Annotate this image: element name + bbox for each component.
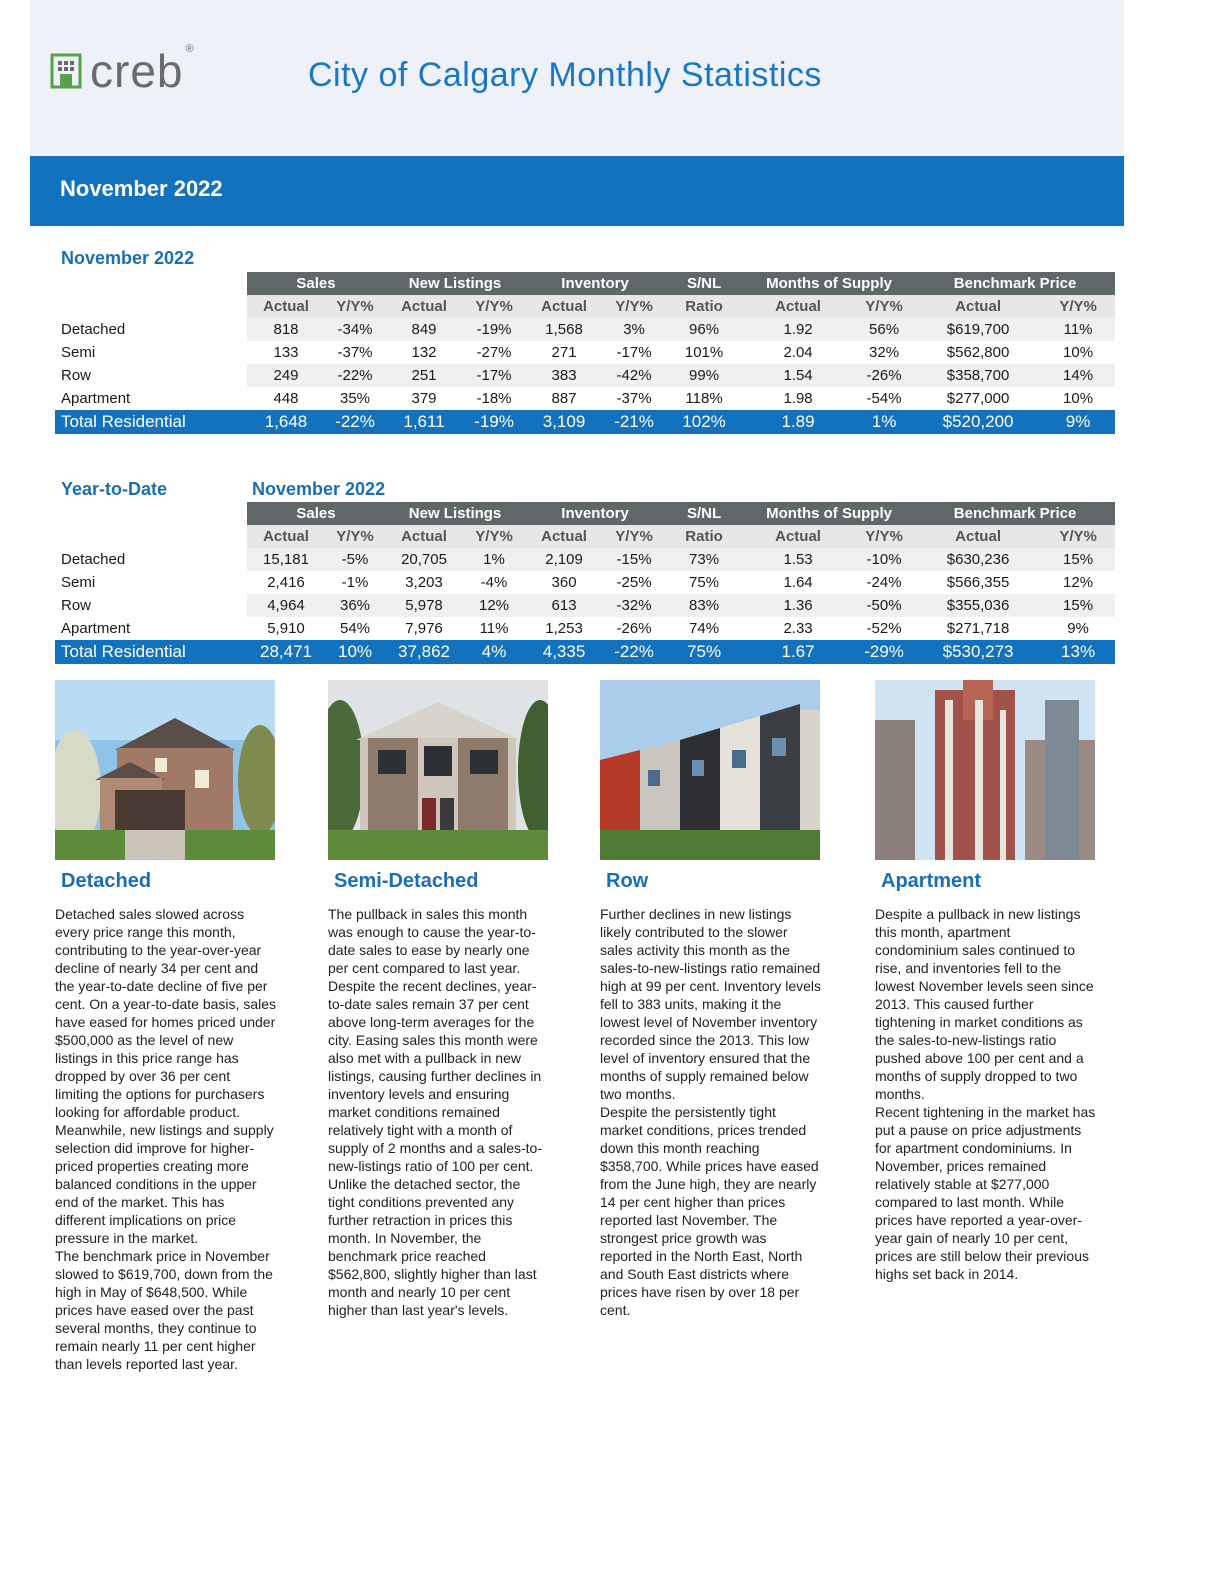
month-band-label: November 2022: [60, 176, 223, 201]
table-cell: -26%: [616, 620, 652, 637]
table-cell: -18%: [476, 390, 512, 407]
table-cell: $566,355: [946, 574, 1010, 591]
detached-card: [55, 680, 277, 1373]
table-cell: $358,700: [915, 364, 1041, 387]
column-subheader: Y/Y%: [603, 525, 665, 548]
row-label: Row: [55, 364, 247, 387]
column-subheader: Y/Y%: [1041, 295, 1115, 318]
column-group-header: Months of Supply: [743, 272, 915, 295]
row-label-spacer: [55, 502, 247, 525]
table-cell: 1.64: [783, 574, 813, 591]
row-label: Detached: [55, 318, 247, 341]
table-cell: -34%: [325, 318, 385, 341]
table-cell: 3%: [603, 318, 665, 341]
table-cell: $355,036: [915, 594, 1041, 617]
column-subheader: Actual: [247, 525, 325, 548]
table-cell: 613: [525, 594, 603, 617]
column-subheader: Actual: [915, 525, 1041, 548]
semi-detached-card: [328, 680, 550, 1319]
table-cell: 32%: [869, 344, 900, 361]
table-cell: 1.89: [743, 410, 853, 434]
creb-logo: [50, 43, 194, 97]
row-label: Total Residential: [55, 640, 247, 664]
table-cell: 9%: [1067, 620, 1089, 637]
table-cell: 818: [247, 318, 325, 341]
column-subheader: Y/Y%: [463, 295, 525, 318]
column-subheader: Actual: [385, 525, 463, 548]
table-cell: 4,335: [525, 640, 603, 664]
table-cell: 271: [551, 344, 577, 361]
detached-house-photo: [55, 680, 275, 860]
table-row: [55, 594, 1115, 617]
row-card-title: Row: [606, 870, 649, 892]
table-cell: 15%: [1041, 548, 1115, 571]
table-cell: 1.98: [783, 390, 813, 407]
table-cell: -52%: [866, 620, 902, 637]
table-cell: 2,109: [525, 548, 603, 571]
column-subheader: Actual: [385, 295, 463, 318]
semi-detached-house-photo: [328, 680, 548, 860]
column-subheader: Ratio: [665, 525, 743, 548]
ytd-stats-table: [55, 502, 1115, 664]
table-cell: 9%: [1041, 410, 1115, 434]
column-group-header: Sales: [247, 272, 385, 295]
table-cell: 75%: [665, 640, 743, 664]
column-group-header: S/NL: [665, 502, 743, 525]
apartment-card-title: Apartment: [881, 870, 982, 892]
table-cell: $277,000: [946, 390, 1010, 407]
logo-text: creb: [90, 45, 184, 97]
table-cell: 1,648: [247, 410, 325, 434]
table-cell: $271,718: [946, 620, 1010, 637]
table-cell: 54%: [339, 620, 371, 637]
apartment-card: [875, 680, 1097, 1283]
table-cell: 35%: [339, 390, 371, 407]
column-group-header: Months of Supply: [743, 502, 915, 525]
table-cell: 133: [273, 344, 299, 361]
row-card: [600, 680, 822, 1319]
table-cell: 83%: [665, 594, 743, 617]
column-subheader: Y/Y%: [1041, 525, 1115, 548]
table-cell: -17%: [616, 344, 652, 361]
table-cell: 14%: [1041, 364, 1115, 387]
table-cell: 1%: [853, 410, 915, 434]
table-cell: 36%: [325, 594, 385, 617]
table-cell: 1%: [463, 548, 525, 571]
column-group-header: Inventory: [525, 502, 665, 525]
row-label: Detached: [55, 548, 247, 571]
table-cell: -15%: [603, 548, 665, 571]
table-cell: -42%: [603, 364, 665, 387]
month-band: [30, 156, 1124, 226]
column-group-header: New Listings: [385, 502, 525, 525]
table-cell: 12%: [1063, 574, 1094, 591]
row-label: Apartment: [61, 620, 131, 637]
table-cell: -19%: [463, 410, 525, 434]
table-cell: 73%: [665, 548, 743, 571]
row-label: Apartment: [61, 390, 131, 407]
table-cell: 1.54: [743, 364, 853, 387]
table-cell: 7,976: [405, 620, 443, 637]
table-cell: 13%: [1041, 640, 1115, 664]
table-cell: 1.92: [743, 318, 853, 341]
table-cell: -21%: [603, 410, 665, 434]
table-cell: 2,416: [267, 574, 305, 591]
table-cell: 2.33: [783, 620, 813, 637]
table-cell: 3,109: [525, 410, 603, 434]
table-cell: -19%: [463, 318, 525, 341]
table-cell: -5%: [325, 548, 385, 571]
table-cell: 102%: [665, 410, 743, 434]
column-subheader: Ratio: [665, 295, 743, 318]
table-cell: 1,253: [545, 620, 583, 637]
table-cell: 10%: [1063, 390, 1094, 407]
table-cell: 5,910: [267, 620, 305, 637]
table-cell: -37%: [337, 344, 373, 361]
table-row: [55, 364, 1115, 387]
table-cell: $530,273: [915, 640, 1041, 664]
row-label-spacer: [55, 295, 247, 318]
table-cell: 887: [551, 390, 577, 407]
table-cell: -26%: [853, 364, 915, 387]
page-title: City of Calgary Monthly Statistics: [308, 56, 822, 94]
row-card-text: Further declines in new listings likely contributed to the slower sales activity this month as the sales-to-new-listings ratio remained high at 99 per cent. Inventory levels fell to 383 units, making it the lowest level of November inventory recorded since the 2013. This low level of inventory ensured that the months of supply remained below two months. Despite the persistently tight market conditions, prices trended down this month reaching $358,700. While prices have eased from the June high, they are nearly 14 per cent higher than prices reported last November. The strongest price growth was reported in the North East, North and South East districts where prices have risen by over 18 per cent.: [600, 906, 822, 1318]
table-cell: 11%: [479, 620, 509, 637]
monthly-stats-table: [55, 272, 1115, 434]
table-cell: -22%: [325, 364, 385, 387]
column-group-header: New Listings: [385, 272, 525, 295]
table-cell: 1.53: [743, 548, 853, 571]
table-cell: 10%: [325, 640, 385, 664]
table-cell: $562,800: [946, 344, 1010, 361]
detached-card-title: Detached: [61, 870, 152, 892]
column-subheader: Actual: [743, 525, 853, 548]
column-group-header: S/NL: [665, 272, 743, 295]
table-cell: 1.67: [743, 640, 853, 664]
row-label: Row: [55, 594, 247, 617]
column-group-header: Benchmark Price: [915, 272, 1115, 295]
column-subheader: Y/Y%: [463, 525, 525, 548]
column-subheader: Y/Y%: [853, 295, 915, 318]
row-label: Semi: [61, 344, 96, 361]
table-cell: -22%: [603, 640, 665, 664]
table-cell: 1.36: [743, 594, 853, 617]
table-cell: $619,700: [915, 318, 1041, 341]
column-subheader: Actual: [247, 295, 325, 318]
house-logo-icon: [50, 53, 82, 89]
column-subheader: Actual: [525, 525, 603, 548]
table-cell: 99%: [665, 364, 743, 387]
table-row: [55, 571, 1115, 594]
apartment-card-text: Despite a pullback in new listings this month, apartment condominium sales continued to rise, and inventories fell to the lowest November levels seen since 2013. This caused further tightening in market conditions as the sales-to-new-listings ratio pushed above 100 per cent and a months of supply dropped to two months. Recent tightening in the market has put a pause on price adjustments for apartment condominiums. In November, prices remained relatively stable at $277,000 compared to last month. While prices have reported a year-over-year gain of nearly 10 per cent, prices are still below their previous highs set back in 2014.: [875, 906, 1096, 1282]
table-cell: 4,964: [247, 594, 325, 617]
table-cell: 118%: [685, 390, 723, 407]
table-cell: 448: [273, 390, 299, 407]
column-subheader: Actual: [915, 295, 1041, 318]
table-cell: -22%: [325, 410, 385, 434]
table-cell: 849: [385, 318, 463, 341]
row-label: Semi: [61, 574, 96, 591]
table-cell: 251: [385, 364, 463, 387]
table-cell: -1%: [341, 574, 369, 591]
ytd-section-title: Year-to-Date: [61, 479, 168, 499]
table-cell: -37%: [616, 390, 652, 407]
table-cell: 1,568: [525, 318, 603, 341]
table-cell: 132: [411, 344, 437, 361]
row-townhouse-photo: [600, 680, 820, 860]
table-cell: 383: [525, 364, 603, 387]
table-cell: -10%: [853, 548, 915, 571]
table-cell: 101%: [684, 344, 724, 361]
table-row: [55, 341, 1115, 364]
column-subheader: Y/Y%: [325, 295, 385, 318]
column-subheader: Y/Y%: [853, 525, 915, 548]
table-cell: 15%: [1041, 594, 1115, 617]
table-cell: -4%: [480, 574, 508, 591]
table-cell: -27%: [476, 344, 512, 361]
table-cell: -50%: [853, 594, 915, 617]
table-cell: 96%: [665, 318, 743, 341]
registered-mark: ®: [185, 43, 194, 55]
table-cell: 15,181: [247, 548, 325, 571]
table-cell: 360: [551, 574, 577, 591]
table-cell: 20,705: [385, 548, 463, 571]
table-cell: 5,978: [385, 594, 463, 617]
table-cell: -29%: [853, 640, 915, 664]
semi-detached-card-text: The pullback in sales this month was enough to cause the year-to-date sales to ease by nearly one per cent compared to last year. Despite the recent declines, year-to-date sales remain 37 per cent above long-term averages for the city. Easing sales this month were also met with a pullback in new listings, causing further declines in inventory levels and ensuring market conditions remained relatively tight with a month of supply of 2 months and a sales-to-new-listings ratio of 100 per cent. Unlike the detached sector, the tight conditions prevented any further retraction in prices this month. In November, the benchmark price reached $562,800, slightly higher than last month and nearly 10 per cent higher than last year's levels.: [328, 906, 543, 1318]
row-label: Total Residential: [55, 410, 247, 434]
detached-card-text: Detached sales slowed across every price range this month, contributing to the year-over-year decline of nearly 34 per cent and the year-to-date decline of five per cent. On a year-to-date basis, sales have eased for homes priced under $500,000 as the level of new listings in this price range has dropped by over 36 per cent limiting the options for purchasers looking for affordable product. Meanwhile, new listings and supply selection did improve for higher-priced properties creating more balanced conditions in the upper end of the market. This has different implications on price pressure in the market. The benchmark price in November slowed to $619,700, down from the high in May of $648,500. While prices have eased over the past several months, they continue to remain nearly 11 per cent higher than levels reported last year.: [55, 906, 276, 1372]
table-row: [55, 548, 1115, 571]
page-header: [30, 0, 1124, 156]
table-cell: 28,471: [247, 640, 325, 664]
total-row: [55, 640, 1115, 664]
table-cell: 12%: [463, 594, 525, 617]
table-cell: 3,203: [405, 574, 443, 591]
ytd-section-subtitle: November 2022: [252, 479, 386, 499]
total-row: [55, 410, 1115, 434]
semi-detached-card-title: Semi-Detached: [334, 870, 479, 892]
table-cell: 56%: [853, 318, 915, 341]
column-group-header: Benchmark Price: [915, 502, 1115, 525]
table-cell: 74%: [689, 620, 720, 637]
table-row: [55, 617, 1115, 640]
table-cell: $630,236: [915, 548, 1041, 571]
table-cell: 379: [411, 390, 437, 407]
table-cell: 249: [247, 364, 325, 387]
table-cell: -25%: [616, 574, 652, 591]
table-row: [55, 318, 1115, 341]
column-subheader: Actual: [743, 295, 853, 318]
table-cell: 37,862: [385, 640, 463, 664]
apartment-tower-photo: [875, 680, 1095, 860]
table-cell: -24%: [866, 574, 902, 591]
column-subheader: Actual: [525, 295, 603, 318]
table-cell: 4%: [463, 640, 525, 664]
table-cell: 1,611: [385, 410, 463, 434]
column-group-header: Sales: [247, 502, 385, 525]
column-subheader: Y/Y%: [603, 295, 665, 318]
monthly-section-title: November 2022: [61, 248, 195, 268]
row-label-spacer: [55, 525, 247, 548]
table-row: [55, 387, 1115, 410]
table-cell: 11%: [1041, 318, 1115, 341]
table-cell: 75%: [689, 574, 720, 591]
table-cell: -32%: [603, 594, 665, 617]
table-cell: 2.04: [783, 344, 813, 361]
table-cell: -54%: [866, 390, 902, 407]
row-label-spacer: [55, 272, 247, 295]
table-cell: -17%: [463, 364, 525, 387]
column-group-header: Inventory: [525, 272, 665, 295]
table-cell: 10%: [1063, 344, 1094, 361]
column-subheader: Y/Y%: [325, 525, 385, 548]
table-cell: $520,200: [915, 410, 1041, 434]
